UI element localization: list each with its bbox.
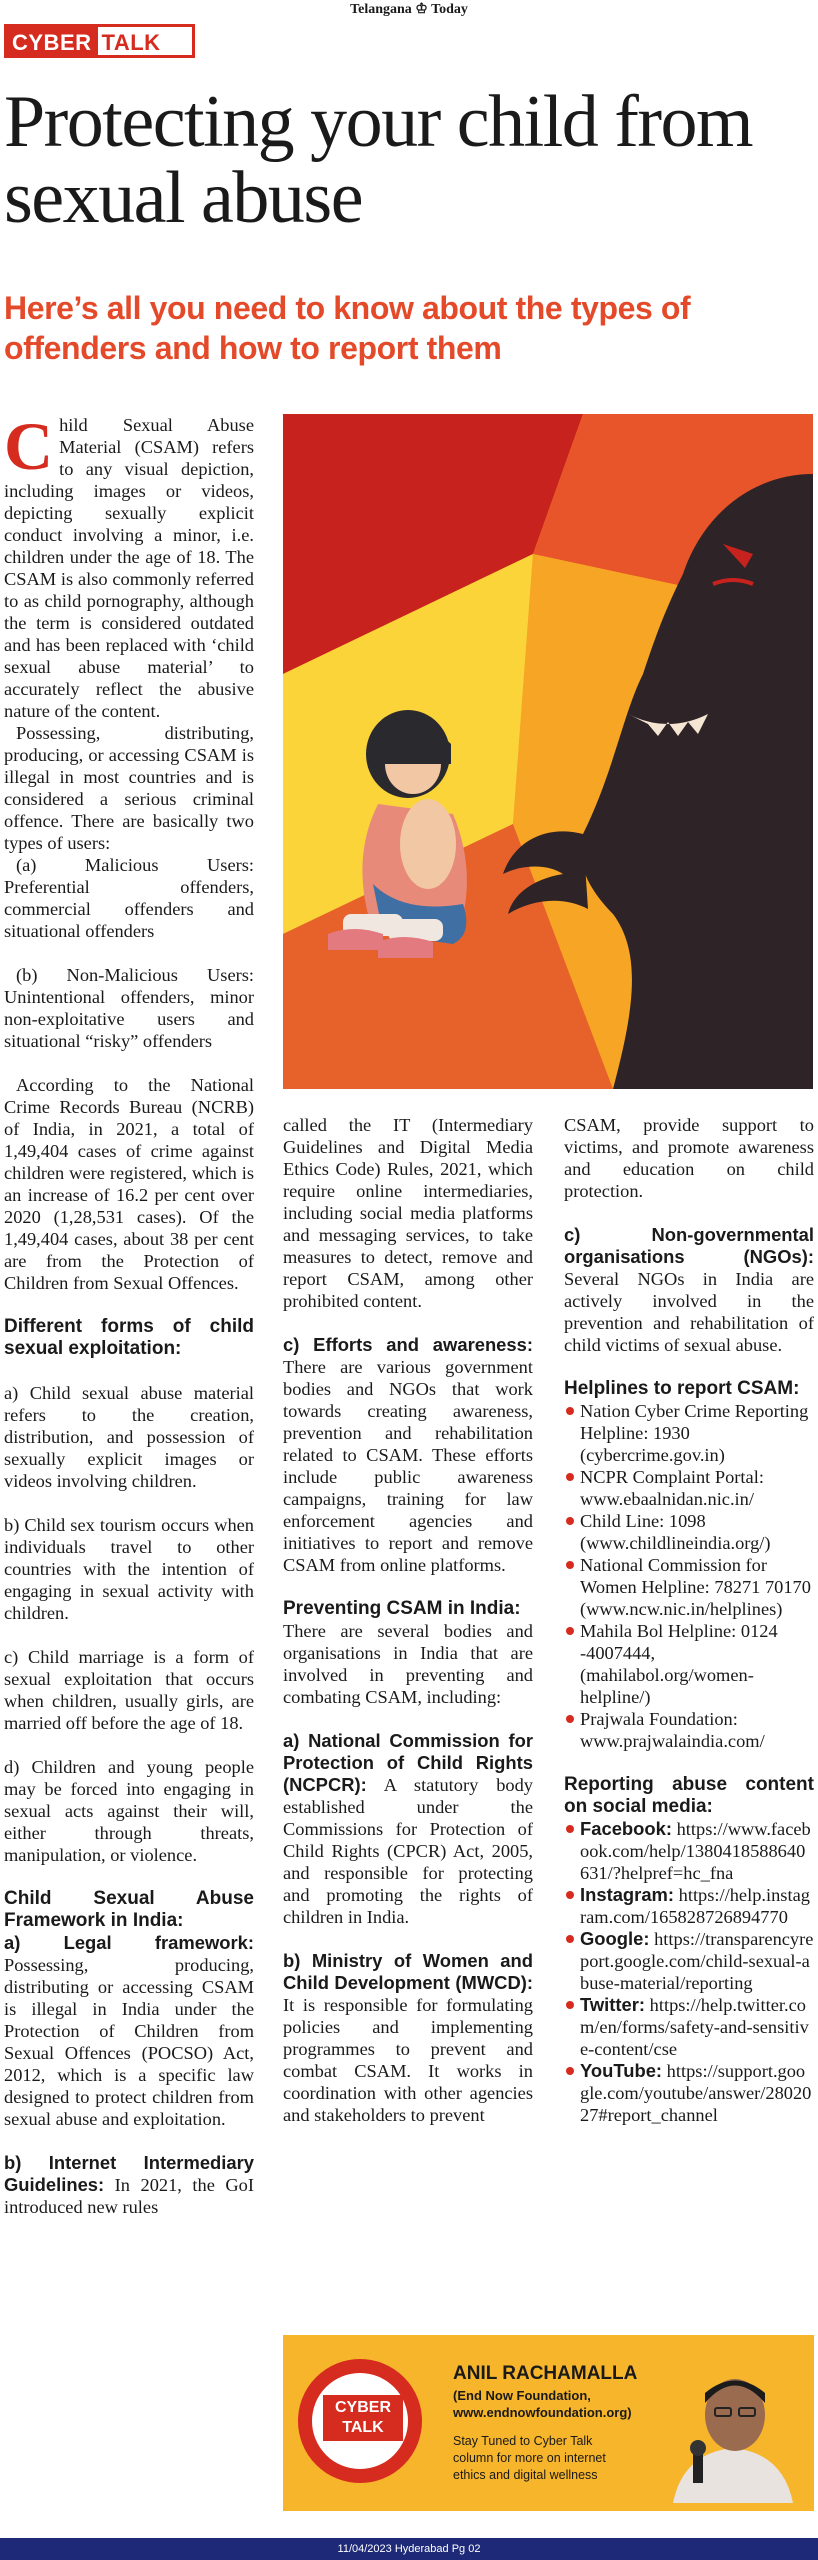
author-photo — [663, 2353, 803, 2503]
paragraph — [4, 2152, 254, 2218]
article-column-1 — [4, 408, 254, 2218]
article-column-2 — [283, 1114, 533, 2126]
list-item: Child Line: 1098 (www.childlineindia.org/) — [580, 1510, 814, 1554]
platform-name: Instagram: — [580, 1884, 675, 1905]
platform-name: Facebook: — [580, 1818, 672, 1839]
page-footer: 11/04/2023 Hyderabad Pg 02 — [0, 2538, 818, 2560]
drop-cap: C — [4, 408, 54, 484]
paragraph — [4, 1932, 254, 2130]
paragraph: CSAM, provide support to victims, and promote awareness and education on child protection. — [564, 1115, 814, 1201]
list-item — [580, 2060, 814, 2126]
list-item: National Commission for Women Helpline: 78271 70170 (www.ncw.nic.in/helplines) — [580, 1554, 814, 1620]
paragraph: called the IT (Intermediary Guidelines and Digital Media Ethics Code) Rules, 2021, which require online intermediaries, including social media platforms and messaging services, to take measures to detect, remove and report CSAM, among other prohibited content. — [283, 1115, 533, 1311]
paragraph-text: Possessing, producing, distributing or accessing CSAM is illegal in India under the Protection of Children from Sexual Offences (POCSO) Act, 2012, which is a specific law designed to protect children from sexual abuse and exploitation. — [4, 1955, 254, 2129]
paragraph — [283, 1730, 533, 1928]
illustration-svg — [283, 414, 813, 1089]
inline-heading: b) Ministry of Women and Child Development (MWCD): — [283, 1950, 533, 1993]
paragraph: d) Children and young people may be forced into engaging in sexual acts against their will, either through threats, manipulation, or violence. — [4, 1757, 254, 1865]
tag-part1: CYBER — [7, 27, 98, 55]
paragraph-text: A statutory body established under the Commissions for Protection of Child Rights (CPCR) Act, 2005, and responsible for protecting and promoting the rights of children in India. — [283, 1775, 533, 1927]
subheading: Reporting abuse content on social media: — [564, 1774, 814, 1817]
cyber-talk-logo-text — [323, 2395, 403, 2441]
paragraph: b) Child sex tourism occurs when individuals travel to other countries with the intention of engaging in sexual activity with children. — [4, 1515, 254, 1623]
paragraph — [283, 1334, 533, 1576]
platform-name: Twitter: — [580, 1994, 646, 2015]
paragraph: According to the National Crime Records Bureau (NCRB) of India, in 2021, a total of 1,49,404 cases of crime against children were registered, which is an increase of 16.2 per cent over 2020 (1,28,531 cases). Of the 1,49,404 cases, about 38 per cent are from the Protection of Children from Sexual Offences. — [4, 1075, 254, 1293]
author-org: (End Now Foundation, www.endnowfoundation.org) — [453, 2388, 632, 2420]
logo-word: TALK — [342, 2419, 384, 2436]
inline-heading: a) National Commission for Protection of Child Rights (NCPCR): — [283, 1730, 533, 1795]
author-promo-box — [283, 2335, 814, 2511]
report-link[interactable]: https://support.google.com/youtube/answer/2802027#report_channel — [580, 2061, 812, 2125]
paragraph — [283, 1950, 533, 2126]
report-link[interactable]: https://help.twitter.com/en/forms/safety-and-sensitive-content/cse — [580, 1995, 809, 2059]
social-list — [564, 1818, 814, 2126]
report-link[interactable]: https://transparencyreport.google.com/child-sexual-abuse-material/reporting — [580, 1929, 814, 1993]
paragraph-text: hild Sexual Abuse Material (CSAM) refers to any visual depiction, including images or videos, depicting sexually explicit conduct involving a minor, i.e. children under the age of 18. The CSAM is also commonly referred to as child pornography, although the term is considered outdated and has been replaced with ‘child sexual abuse material’ to accurately reflect the abusive nature of the content. — [4, 415, 254, 721]
list-item: Mahila Bol Helpline: 0124 -4007444, (mahilabol.org/women-helpline/) — [580, 1620, 814, 1708]
list-item: Prajwala Foundation: www.prajwalaindia.com/ — [580, 1708, 814, 1752]
subheading: Helplines to report CSAM: — [564, 1378, 800, 1399]
list-item — [580, 1994, 814, 2060]
inline-heading: b) Internet Intermediary Guidelines: — [4, 2152, 254, 2195]
paragraph: (a) Malicious Users: Preferential offenders, commercial offenders and situational offenders — [4, 855, 254, 941]
platform-name: Google: — [580, 1928, 650, 1949]
article-column-3 — [564, 1114, 814, 2126]
headline: Protecting your child from sexual abuse — [4, 81, 753, 240]
column-description: Stay Tuned to Cyber Talk column for more on internet ethics and digital wellness — [453, 2434, 606, 2482]
report-link[interactable]: https://help.instagram.com/165828726894770 — [580, 1885, 810, 1927]
paragraph-text: It is responsible for formulating policies and implementing programmes to prevent and combat CSAM. It works in coordination with other agencies and stakeholders to prevent — [283, 1995, 533, 2125]
paragraph-text: In 2021, the GoI introduced new rules — [4, 2175, 254, 2217]
paragraph: There are several bodies and organisations in India that are involved in preventing and combating CSAM, including: — [283, 1621, 533, 1707]
logo-word: CYBER — [334, 2399, 391, 2416]
standfirst: Here’s all you need to know about the types of offenders and how to report them — [4, 290, 691, 366]
paragraph: (b) Non-Malicious Users: Unintentional offenders, minor non-exploitative users and situational “risky” offenders — [4, 965, 254, 1051]
cyber-talk-tag — [4, 24, 195, 58]
platform-name: YouTube: — [580, 2060, 663, 2081]
tag-part2: TALK — [101, 30, 161, 55]
subheading: Child Sexual Abuse Framework in India: — [4, 1888, 254, 1931]
list-item — [580, 1818, 814, 1884]
helpline-list — [564, 1400, 814, 1752]
illustration-image — [283, 414, 813, 1089]
list-item — [580, 1928, 814, 1994]
inline-heading: c) Non-governmental organisations (NGOs): — [564, 1224, 814, 1267]
paragraph: Possessing, distributing, producing, or accessing CSAM is illegal in most countries and is considered a serious criminal offence. There are basically two types of users: — [4, 723, 254, 853]
author-name: ANIL RACHAMALLA — [453, 2363, 638, 2384]
paragraph — [4, 408, 254, 722]
inline-heading: c) Efforts and awareness: — [283, 1334, 533, 1355]
paragraph-text: Several NGOs in India are actively involved in the prevention and rehabilitation of child victims of sexual abuse. — [564, 1269, 814, 1355]
subheading: Different forms of child sexual exploitation: — [4, 1316, 254, 1359]
list-item — [580, 1884, 814, 1928]
list-item: Nation Cyber Crime Reporting Helpline: 1930 (cybercrime.gov.in) — [580, 1400, 814, 1466]
paragraph-text: There are various government bodies and NGOs that work towards creating awareness, prevention and rehabilitation related to CSAM. These efforts include public awareness campaigns, training for law enforcement agencies and initiatives to report and remove CSAM from online platforms. — [283, 1357, 533, 1575]
report-link[interactable]: https://www.facebook.com/help/1380418588640631/?helpref=hc_fna — [580, 1819, 811, 1883]
paragraph: a) Child sexual abuse material refers to the creation, distribution, and possession of sexually explicit images or videos involving children. — [4, 1383, 254, 1491]
paragraph: c) Child marriage is a form of sexual exploitation that occurs when children, usually girls, are married off before the age of 18. — [4, 1647, 254, 1733]
inline-heading: a) Legal framework: — [4, 1932, 254, 1953]
subheading: Preventing CSAM in India: — [283, 1598, 521, 1619]
paragraph — [564, 1224, 814, 1356]
list-item: NCPR Complaint Portal: www.ebaalnidan.nic.in/ — [580, 1466, 814, 1510]
masthead: Telangana ♔ Today — [350, 2, 468, 17]
